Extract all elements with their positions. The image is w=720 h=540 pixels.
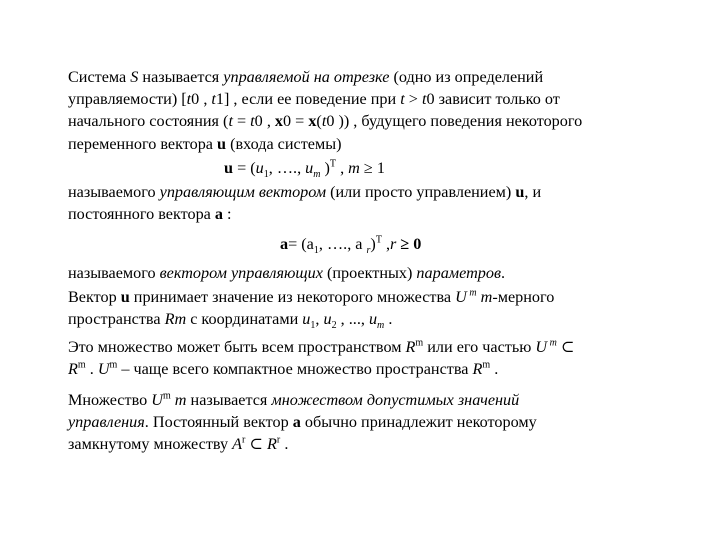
paragraph-control-vector: называемого управляющим вектором (или просто управлением) u, и постоянного вектора a : [68, 183, 542, 224]
document-body [68, 66, 658, 455]
paragraph-set-space: Это множество может быть всем пространством $R^m$ или его частью U $^m$ ⊂ $R^m$ . $U^m$ – чаще всего компактное множество пространства $R^m$ . [68, 337, 575, 379]
paragraph-definition: Система S называется управляемой на отрезке (одно из определений управляемости) [t0 , t1] , если ее поведение при t > t0 зависит только от начального состояния (t = t0 , x0 = x(t0 )) , будущего поведения некоторого переменного вектора u (входа системы) [68, 68, 583, 153]
formula-control-vector: $u = (u_1$, …., $u_m$ )$^T$ , m ≥ 1 [224, 158, 385, 181]
paragraph-vector-u: Вектор u принимает значение из некоторого множества U $^m$ m-мерного пространства Rm с координатами $u_1$, $u_2$ , ..., $u_m$ . [68, 287, 555, 332]
paragraph-parameters: называемого вектором управляющих (проектных) параметров. [68, 263, 506, 282]
paragraph-admissible-set: Множество $U^m$ m называется множеством допустимых значений управления. Постоянный вектор a обычно принадлежит некоторому замкнутому множеству $A^r$ ⊂ $R^r$ . [68, 390, 537, 454]
formula-parameter-vector: $a= (a_1$, …., a $_r$)$^T$ ,r ≥ 0 [280, 235, 422, 257]
